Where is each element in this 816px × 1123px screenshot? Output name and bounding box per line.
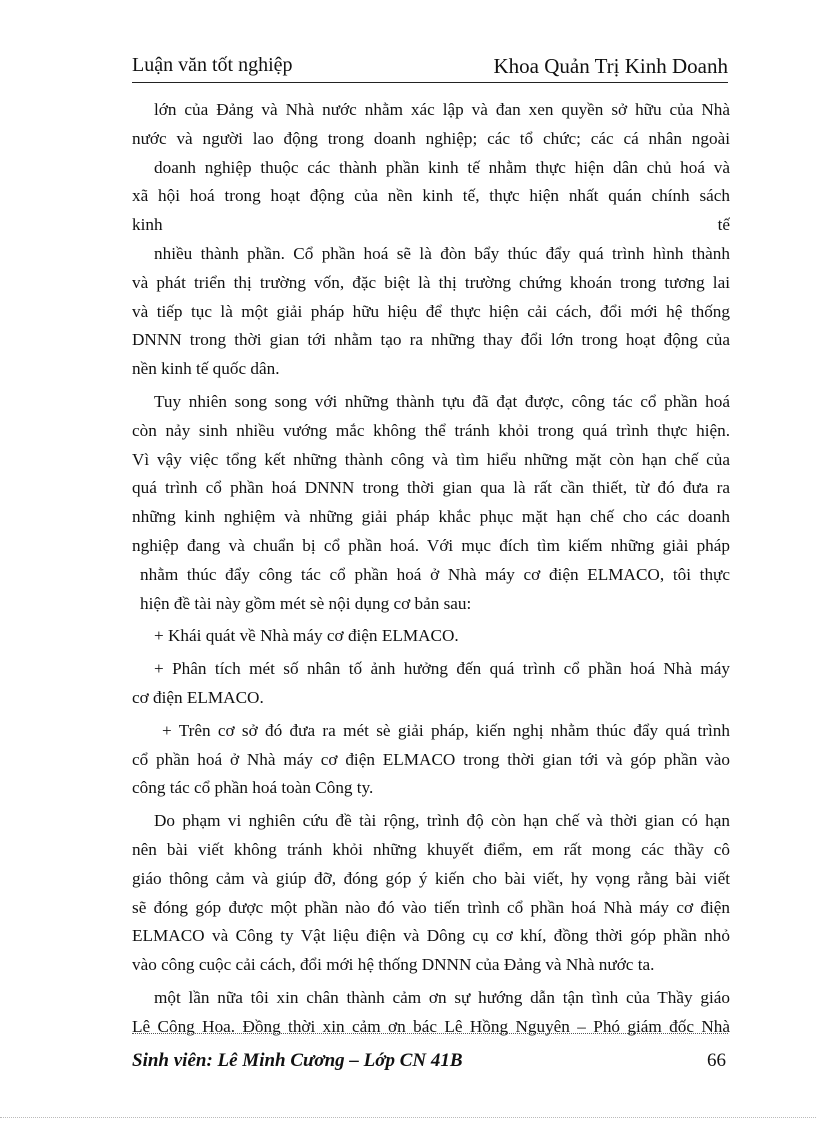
text-line: xã hội hoá trong hoạt động của nền kinh tế, thực hiện nhất quán chính sách xyxy=(132,186,730,206)
text-line: DNNN trong thời gian tới nhằm tạo ra những thay đổi lớn trong hoạt động của xyxy=(132,330,730,350)
text-line: doanh nghiệp thuộc các thành phần kinh tế nhằm thực hiện dân chủ hoá và xyxy=(154,157,730,177)
text-line: nước và người lao động trong doanh nghiệp; các tổ chức; các cá nhân ngoài xyxy=(132,128,730,148)
text-line: Lê Công Hoa. Đồng thời xin cảm ơn bác Lê Hồng Nguyên – Phó giám đốc Nhà xyxy=(132,1016,730,1036)
text-line: và tiếp tục là một giải pháp hữu hiệu để thực hiện cải cách, đổi mới hệ thống xyxy=(132,301,730,321)
text-line: ELMACO và Công ty Vật liệu điện và Dông cụ cơ khí, đồng thời góp phần nhỏ xyxy=(132,926,730,946)
text-line: lớn của Đảng và Nhà nước nhằm xác lập và đan xen quyền sở hữu của Nhà xyxy=(154,100,730,119)
text-line: còn nảy sinh nhiều vướng mắc không thể tránh khỏi trong quá trình thực hiện. xyxy=(132,420,730,440)
text-line: sẽ đóng góp được một phần nào đó vào tiến trình cổ phần hoá Nhà máy cơ điện xyxy=(132,897,730,917)
text-line: Vì vậy việc tổng kết những thành công và tìm hiểu những mặt còn hạn chế của xyxy=(132,449,730,469)
text-line: nền kinh tế quốc dân. xyxy=(132,359,280,379)
text-line: nhiều thành phần. Cổ phần hoá sẽ là đòn bẩy thúc đẩy quá trình hình thành xyxy=(154,243,730,263)
document-body xyxy=(132,96,730,1042)
text-line: + Khái quát về Nhà máy cơ điện ELMACO. xyxy=(154,626,459,646)
text-line: + Phân tích mét số nhân tố ảnh hưởng đến quá trình cổ phần hoá Nhà máy xyxy=(154,659,730,679)
text-line: nên bài viết không tránh khỏi những khuyết điểm, em rất mong các thầy cô xyxy=(132,839,730,859)
text-line: cơ điện ELMACO. xyxy=(132,687,264,707)
page-header xyxy=(132,52,728,83)
text-line: giáo thông cảm và giúp đỡ, đóng góp ý kiến cho bài viết, hy vọng rằng bài viết xyxy=(132,868,730,888)
text-fragment: kinh xyxy=(132,215,163,235)
page-number: 66 xyxy=(707,1050,726,1071)
text-line: những kinh nghiệm và những giải pháp khắc phục mặt hạn chế cho các doanh xyxy=(132,507,730,527)
text-line: quá trình cổ phần hoá DNNN trong thời gian qua là rất cần thiết, từ đó đưa ra xyxy=(132,478,730,498)
text-line: hiện đề tài này gồm mét sè nội dụng cơ bản sau: xyxy=(140,593,472,613)
text-line: công tác cổ phần hoá toàn Công ty. xyxy=(132,778,374,798)
text-line: Tuy nhiên song song với những thành tựu đã đạt được, công tác cổ phần hoá xyxy=(154,391,730,411)
text-line: + Trên cơ sở đó đưa ra mét sè giải pháp, kiến nghị nhằm thúc đẩy quá trình xyxy=(162,720,730,740)
text-line: Do phạm vi nghiên cứu đề tài rộng, trình độ còn hạn chế và thời gian có hạn xyxy=(154,811,730,831)
footer-divider xyxy=(132,1033,728,1034)
text-line: một lần nữa tôi xin chân thành cảm ơn sự hướng dẫn tận tình của Thầy giáo xyxy=(154,987,730,1007)
text-line: nhằm thúc đẩy công tác cổ phần hoá ở Nhà máy cơ điện ELMACO, tôi thực xyxy=(140,564,730,584)
text-line: cổ phần hoá ở Nhà máy cơ điện ELMACO trong thời gian tới và góp phần vào xyxy=(132,749,730,769)
text-line: nghiệp đang và chuẩn bị cổ phần hoá. Với mục đích tìm kiếm những giải pháp xyxy=(132,535,730,555)
page-boundary xyxy=(0,1117,816,1118)
header-faculty-label: Khoa Quản Trị Kinh Doanh xyxy=(493,54,728,78)
text-line: và phát triển thị trường vốn, đặc biệt là thị trường chứng khoán trong tương lai xyxy=(132,272,730,292)
text-line-split xyxy=(132,211,730,240)
text-line: vào công cuộc cải cách, đổi mới hệ thống DNNN của Đảng và Nhà nước ta. xyxy=(132,955,655,975)
footer-student-info: Sinh viên: Lê Minh Cương – Lớp CN 41B xyxy=(132,1050,463,1071)
header-thesis-label: Luận văn tốt nghiệp xyxy=(132,54,293,76)
text-fragment: tế xyxy=(717,215,730,235)
